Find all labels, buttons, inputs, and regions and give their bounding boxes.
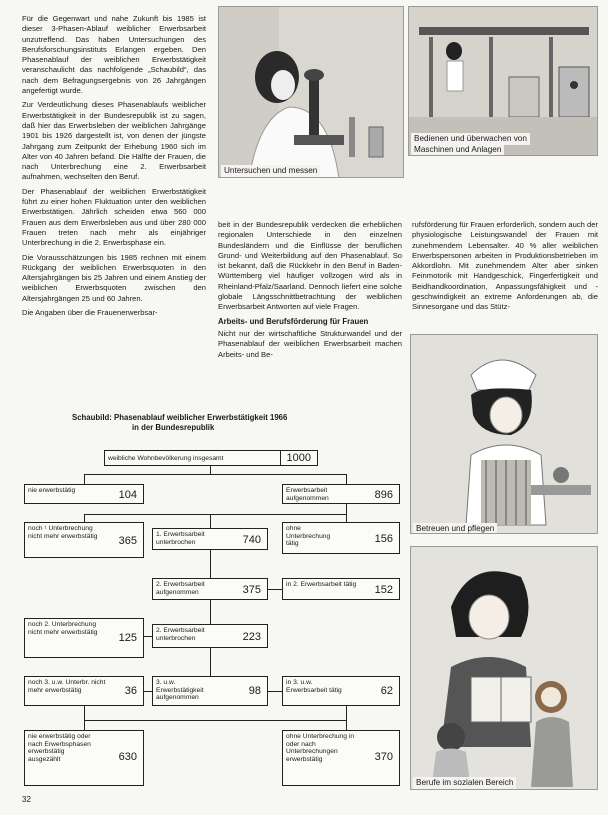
chart-node-value: 375 (242, 584, 261, 596)
text-column-3 (412, 220, 598, 317)
photo-caption-line1: Bedienen und überwachen von (411, 133, 530, 145)
connector-line (144, 691, 152, 692)
connector-line (84, 474, 85, 484)
chart-node-in2 (282, 578, 400, 600)
photo-social-work (410, 546, 598, 790)
chart-node-erste (282, 484, 400, 504)
connector-line (210, 600, 211, 624)
paragraph: Zur Verdeutlichung dieses Phasenablaufs weiblicher Erwerbstätigkeit in der Bundesrepublik ist zu sagen, daß hier das Erwerbsleben der weiblichen Jahrgänge 1901 bis 1926 dargestellt ist, von denen der jüngste Jahrgang zum Zeitpunkt der Erhebung 1960 sich im Alter von 40 Jahren befand. Die Hälfte der Frauen, die nach Unterbrechung eine 2. Erwerbsarbeit aufnahmen, wechselten den Beruf. (22, 100, 206, 182)
chart-node-label: 2. Erwerbsarbeit aufgenommen (156, 581, 205, 596)
text-column-2 (218, 220, 402, 364)
chart-node-noch1 (24, 522, 144, 558)
photo-caption: Berufe im sozialen Bereich (413, 777, 516, 789)
connector-line (144, 636, 152, 637)
connector-line (210, 466, 211, 474)
connector-line (268, 691, 282, 692)
connector-line (84, 474, 346, 475)
chart-node-einmal (24, 730, 144, 786)
connector-line (210, 514, 211, 528)
section-heading: Arbeits- und Berufsförderung für Frauen (218, 316, 369, 326)
chart-node-label: Erwerbsarbeit aufgenommen (286, 487, 329, 502)
connector-line (84, 514, 346, 515)
chart-title (72, 413, 402, 433)
photo-caption-line2: Maschinen und Anlagen (411, 144, 504, 156)
paragraph: beit in der Bundesrepublik verdecken die erheblichen regionalen Unterschiede in den einzelnen Bundesländern und die Einflüsse der beruflichen Grund- und Weiterbildung auf den Phasenablauf. So ist bekannt, daß die Rückkehr in den Beruf in Baden-Württemberg viel häufiger vollzogen wird als in Rheinland-Pfalz/Saarland. Dennoch liefert eine solche globale Längsschnittbetrachtung der weiblichen Erwerbsarbeit Antworten auf viele Fragen. (218, 220, 402, 312)
chart-node-label: noch 2. Unterbrechung nicht mehr erwerbstätig (28, 621, 98, 636)
chart-title-line2: in der Bundesrepublik (132, 423, 215, 432)
chart-node-value: 630 (118, 751, 137, 763)
connector-line (210, 550, 211, 578)
chart-node-label: ohne Unterbrechung in oder nach Unterbrechungen erwerbstätig (286, 733, 355, 763)
text-column-1 (22, 14, 206, 322)
photo-nurse (410, 334, 598, 534)
paragraph: Der Phasenablauf der weiblichen Erwerbstätigkeit führt zu einer hohen Fluktuation unter den weiblichen Erwerbstätigen. Jährlich scheiden etwa 560 000 Frauen aus dem Erwerbsleben aus und über 280 000 Frauen treten nach mehr als einjähriger Unterbrechung in die 2. Erwerbsphase ein. (22, 186, 206, 248)
connector-line (346, 474, 347, 484)
photo-laboratory (218, 6, 404, 178)
chart-node-unterbrochen2 (152, 624, 268, 648)
paragraph: Nicht nur der wirtschaftliche Strukturwandel und der Phasenablauf der weiblichen Erwerbsarbeit machen Arbeits- und Be- (218, 328, 402, 359)
chart-node-label: weibliche Wohnbevölkerung insgesamt (108, 455, 224, 462)
chart-node-label: noch 3. u.w. Unterbr. nicht mehr erwerbstätig (28, 679, 106, 694)
chart-node-label: nie erwerbstätig oder nach Erwerbsphasen erwerbstätig ausgezählt (28, 733, 91, 763)
chart-node-in3 (282, 676, 400, 706)
photo-caption: Untersuchen und messen (221, 165, 320, 177)
chart-node-label: nie erwerbstätig (28, 487, 76, 494)
chart-node-total-value (280, 450, 318, 466)
chart-node-zweite (152, 578, 268, 600)
photo-caption: Betreuen und pflegen (413, 523, 497, 534)
chart-node-label: 2. Erwerbsarbeit unterbrochen (156, 627, 205, 642)
page-number: 32 (22, 795, 31, 804)
connector-line (346, 504, 347, 522)
chart-node-value: 370 (374, 751, 393, 763)
chart-node-label: noch ¹ Unterbrechung nicht mehr erwerbstätig (28, 525, 98, 540)
paragraph: rufsförderung für Frauen erforderlich, sondern auch der physiologische Leistungswandel der Frauen mit zunehmendem Lebensalter. 40 % aller weiblichen Erwerbspersonen arbeiten in Produktionsbetrieben im Akkordlohn. Mit zunehmendem Alter aber sinken Feinmotorik mit Handgeschick, Fingerfertigkeit und Beidhandkoordination, Anpassungsfähigkeit und -geschwindigkeit an extreme Anforderungen ab, die Sinnesorgane und das Stütz- (412, 220, 598, 312)
connector-line (84, 514, 85, 522)
chart-node-value: 125 (118, 632, 137, 644)
chart-node-value: 740 (242, 534, 261, 546)
chart-node-value: 104 (118, 489, 137, 501)
connector-line (268, 589, 282, 590)
photo-machines (408, 6, 598, 156)
chart-title-line1: Schaubild: Phasenablauf weiblicher Erwerbstätigkeit 1966 (72, 413, 288, 422)
connector-line (210, 648, 211, 676)
chart-node-value: 156 (374, 533, 393, 545)
chart-node-value: 62 (380, 685, 393, 697)
chart-node-noch2 (24, 618, 144, 658)
chart-node-value: 365 (118, 535, 137, 547)
chart-node-value: 1000 (286, 452, 311, 464)
chart-node-unterbrochen1 (152, 528, 268, 550)
chart-node-ohneU (282, 730, 400, 786)
chart-node-value: 98 (248, 685, 261, 697)
chart-node-noch3 (24, 676, 144, 706)
connector-line (346, 706, 347, 730)
chart-node-ohne1 (282, 522, 400, 554)
chart-node-dritte (152, 676, 268, 706)
paragraph: Die Angaben über die Frauenerwerbsar- (22, 308, 158, 318)
chart-node-nie (24, 484, 144, 504)
chart-node-label: 1. Erwerbsarbeit unterbrochen (156, 531, 205, 546)
chart-node-value: 36 (124, 685, 137, 697)
chart-node-label: 3. u.w. Erwerbstätigkeit aufgenommen (156, 679, 204, 702)
chart-node-label: in 3. u.w. Erwerbsarbeit tätig (286, 679, 342, 694)
connector-line (84, 720, 346, 721)
paragraph: Die Vorausschätzungen bis 1985 rechnen mit einem Rückgang der weiblichen Erwerbsquoten in den Altersjahrgängen bis 25 Jahren und einem Anstieg der weiblichen Erwerbsquoten zwischen den Altersjahrgängen 25 und 60 Jahren. (22, 252, 206, 303)
chart-node-label: ohne Unterbrechung tätig (286, 525, 331, 548)
chart-node-value: 152 (374, 584, 393, 596)
connector-line (84, 706, 85, 730)
chart-node-value: 223 (242, 631, 261, 643)
paragraph: Für die Gegenwart und nahe Zukunft bis 1985 ist dieser 3-Phasen-Ablauf weiblicher Erwerbsarbeit unzutreffend. Das haben Untersuchungen des Berufsforschungsinstituts Erlangen ergeben. Den Phasenablauf der weiblichen Erwerbstätigkeit veranschaulicht das nachfolgende „Schaubild“, das nach dem Befragungsergebnis von 26 Jahrgängen angefertigt wurde. (22, 14, 206, 96)
chart-node-label: in 2. Erwerbsarbeit tätig (286, 581, 357, 588)
chart-node-value: 896 (374, 489, 393, 501)
